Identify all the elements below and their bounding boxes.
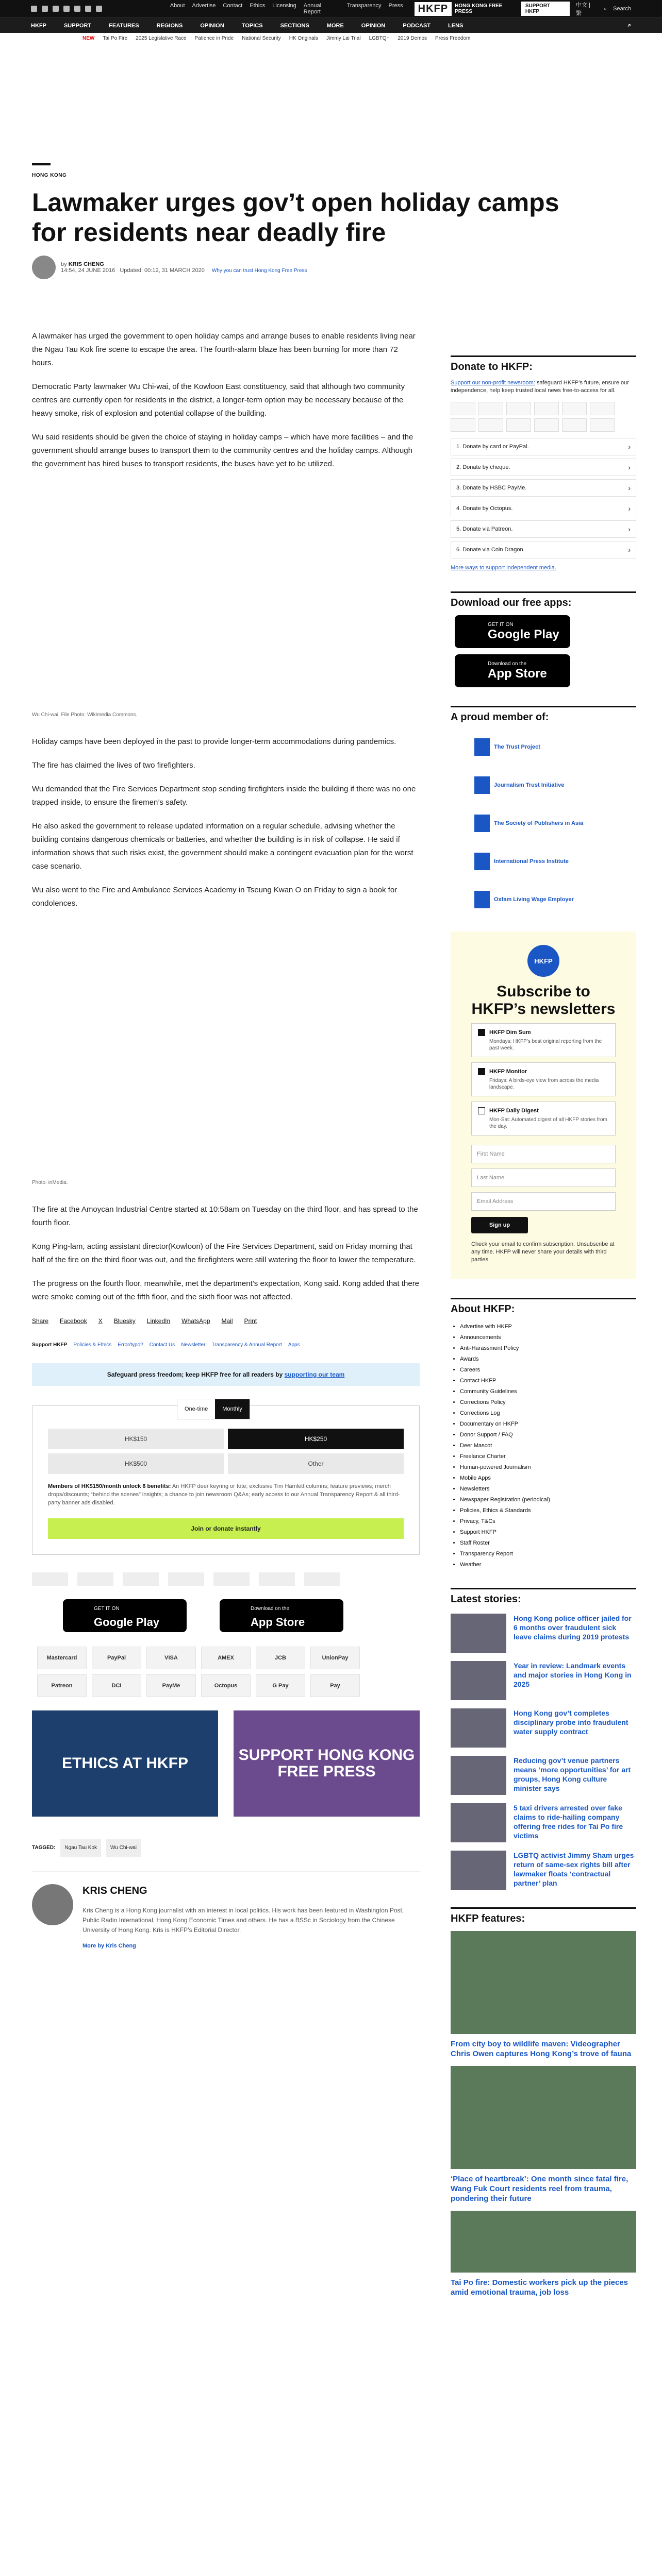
payment-logo[interactable]: AMEX: [201, 1647, 251, 1669]
payment-logo[interactable]: VISA: [146, 1647, 196, 1669]
card-logo: [562, 418, 587, 432]
google-play-label: Google Play: [94, 1616, 160, 1629]
x-icon[interactable]: [42, 6, 48, 12]
payment-logo[interactable]: PayMe: [146, 1674, 196, 1697]
article-image: [32, 481, 420, 705]
nav-item[interactable]: OPINION: [361, 22, 386, 29]
author-avatar[interactable]: [32, 256, 56, 279]
nav-item[interactable]: SECTIONS: [280, 22, 309, 29]
site-logo[interactable]: [415, 2, 521, 16]
top-link[interactable]: Transparency: [346, 3, 382, 9]
join-button[interactable]: Join or donate instantly: [48, 1518, 404, 1539]
card-logo: [590, 418, 615, 432]
member-org-name: The Trust Project: [494, 744, 540, 750]
safeguard-banner: [32, 1363, 420, 1386]
share-mail[interactable]: Mail: [221, 1317, 233, 1325]
member-heading: A proud member of:: [451, 706, 636, 723]
donate-intro-link[interactable]: Support our non-profit newsroom:: [451, 380, 535, 386]
latest-headline: 5 taxi drivers arrested over fake claims to ride-hailing company offering free rides for Tai Po fire victims: [514, 1804, 623, 1840]
about-link[interactable]: • Privacy, T&Cs: [460, 1516, 636, 1527]
member-org-list: [451, 733, 636, 914]
about-link[interactable]: • Community Guidelines: [460, 1386, 636, 1397]
about-link[interactable]: • Awards: [460, 1354, 636, 1365]
latest-thumb: [451, 1614, 506, 1653]
payment-logo[interactable]: JCB: [256, 1647, 305, 1669]
nav-item[interactable]: TOPICS: [241, 22, 263, 29]
byline-prefix: by: [61, 261, 67, 267]
membership-note-text: An HKFP deer keyring or tote; exclusive Tim Hamlett columns; feature previews; merch drops/discounts; “behind the scenes” insights; a chance to join newsroom Q&As; early access to our Annual Transparency Report & all third-party banner ads disabled.: [48, 1483, 400, 1506]
membership-note: [48, 1482, 404, 1507]
sidebar-app-store[interactable]: [455, 654, 570, 687]
image-caption: Photo: inMedia.: [32, 1180, 68, 1185]
latest-story[interactable]: [451, 1756, 636, 1795]
amount-grid: [48, 1429, 404, 1474]
article-image: [32, 921, 420, 1173]
youtube-icon[interactable]: [63, 6, 70, 12]
paragraph: Wu demanded that the Fire Services Department stop sending firefighters inside the building if there was no one trapped inside, to ensure the firemen’s safety.: [32, 785, 416, 807]
paragraph: Kong Ping-lam, acting assistant director(Kowloon) of the Fire Services Department, said on Friday morning that half of the fire on the third floor was out, and the firefighters were still watering the floor to lower the temperature.: [32, 1242, 416, 1264]
share-whatsapp[interactable]: WhatsApp: [181, 1317, 210, 1325]
card-logos: [451, 402, 636, 432]
support-link[interactable]: Contact Us: [149, 1342, 175, 1348]
about-link[interactable]: • Announcements: [460, 1332, 636, 1343]
trending-item[interactable]: Patience in Pride: [194, 36, 234, 41]
top-link[interactable]: Licensing: [272, 3, 296, 9]
donate-option[interactable]: 3. Donate by HSBC PayMe. ›: [451, 479, 636, 497]
about-link[interactable]: • Human-powered Journalism: [460, 1462, 636, 1473]
card-logo: [534, 418, 559, 432]
payment-logo[interactable]: Pay: [310, 1674, 360, 1697]
member-org-name: The Society of Publishers in Asia: [494, 820, 584, 826]
newsletter-option[interactable]: [471, 1062, 616, 1096]
store-badges: [32, 1599, 420, 1632]
feature-image: [451, 2066, 636, 2169]
main-nav: [0, 18, 662, 33]
card-logo: [478, 418, 503, 432]
article-category[interactable]: HONG KONG: [32, 173, 67, 178]
updated-date: Updated: 00:12, 31 MARCH 2020: [120, 267, 205, 274]
member-org-name: International Press Institute: [494, 858, 569, 865]
share-bluesky[interactable]: Bluesky: [113, 1317, 136, 1325]
sidebar-google-label: Google Play: [488, 627, 559, 641]
features-heading: HKFP features:: [451, 1907, 636, 1925]
share-bar: [32, 1314, 420, 1331]
latest-headline: Hong Kong police officer jailed for 6 months over fraudulent sick leave claims during 2019 protests: [514, 1614, 632, 1641]
sidebar-apple-label: App Store: [488, 666, 547, 681]
support-link[interactable]: Error/typo?: [118, 1342, 143, 1348]
payment-logo[interactable]: G Pay: [256, 1674, 305, 1697]
nav-item[interactable]: SUPPORT: [63, 22, 92, 29]
promo-banners: [32, 1710, 420, 1817]
logo-mark: HKFP: [415, 2, 452, 16]
latest-headline: LGBTQ activist Jimmy Sham urges return of same-sex rights bill after lawmaker floats ‘contractual partner’ plan: [514, 1851, 634, 1887]
member-logo[interactable]: [168, 1572, 204, 1586]
member-org-name: Oxfam Living Wage Employer: [494, 896, 574, 903]
share-x[interactable]: X: [98, 1317, 103, 1325]
frequency-toggle: [177, 1399, 250, 1419]
feature-story[interactable]: [451, 2211, 636, 2297]
member-org[interactable]: [451, 847, 636, 876]
linkedin-icon[interactable]: [74, 6, 80, 12]
latest-story[interactable]: [451, 1851, 636, 1890]
donate-option[interactable]: 2. Donate by cheque. ›: [451, 459, 636, 476]
nav-item[interactable]: REGIONS: [156, 22, 183, 29]
payment-logo[interactable]: Patreon: [37, 1674, 87, 1697]
about-link[interactable]: • Contact HKFP: [460, 1376, 636, 1386]
member-org[interactable]: [451, 809, 636, 838]
feature-story[interactable]: [451, 1931, 636, 2059]
payment-logo[interactable]: PayPal: [92, 1647, 141, 1669]
feature-image: [451, 1931, 636, 2034]
latest-headline: Reducing gov’t venue partners means ‘more opportunities’ for art groups, Hong Kong culture minister says: [514, 1756, 631, 1792]
app-store-button[interactable]: [220, 1599, 343, 1632]
newsletter-logo: HKFP: [527, 945, 559, 977]
member-org-logo: [474, 738, 490, 756]
article-body: [32, 330, 420, 1953]
article-title: Lawmaker urges gov’t open holiday camps for residents near deadly fire: [32, 188, 559, 247]
donate-option[interactable]: 5. Donate via Patreon. ›: [451, 520, 636, 538]
about-link[interactable]: • Advertise with HKFP: [460, 1321, 636, 1332]
top-link[interactable]: Press: [388, 3, 403, 9]
about-link[interactable]: • Documentary on HKFP: [460, 1419, 636, 1430]
publish-date: 14:54, 24 JUNE 2016: [61, 267, 115, 274]
donate-option[interactable]: 6. Donate via Coin Dragon. ›: [451, 541, 636, 558]
member-logo[interactable]: [304, 1572, 340, 1586]
donate-intro: [451, 379, 636, 395]
about-link[interactable]: • Policies, Ethics & Standards: [460, 1505, 636, 1516]
tag[interactable]: Wu Chi-wai: [106, 1839, 141, 1857]
trust-link[interactable]: Why you can trust Hong Kong Free Press: [211, 268, 307, 274]
newsletter-option[interactable]: [471, 1101, 616, 1136]
paragraph: Democratic Party lawmaker Wu Chi-wai, of the Kowloon East constituency, said that although two community centres are currently open for residents in the district, a longer-term option may be necessary because of the heavy smoke, risk of explosion and potential collapse of the building.: [32, 382, 405, 418]
header-rule: [32, 163, 51, 165]
paragraph: Wu also went to the Fire and Ambulance Services Academy in Tseung Kwan O on Friday to sign a book for condolences.: [32, 886, 398, 908]
about-link[interactable]: • Donor Support / FAQ: [460, 1430, 636, 1440]
member-org[interactable]: [451, 771, 636, 800]
threads-icon[interactable]: [85, 6, 91, 12]
apps-heading: Download our free apps:: [451, 591, 636, 609]
donate-heading: Donate to HKFP:: [451, 355, 636, 373]
member-org-logo: [474, 815, 490, 832]
first-name-input[interactable]: First Name: [471, 1145, 616, 1163]
trending-item[interactable]: 2025 Legislative Race: [136, 36, 187, 41]
newsletter-option-name: HKFP Daily Digest: [478, 1107, 609, 1114]
support-links: [32, 1338, 420, 1352]
social-icons: [31, 6, 160, 12]
about-link[interactable]: • Deer Mascot: [460, 1440, 636, 1451]
nav-item[interactable]: HKFP: [31, 22, 46, 29]
about-link[interactable]: • Staff Roster: [460, 1538, 636, 1549]
bluesky-icon[interactable]: [96, 6, 102, 12]
support-button[interactable]: SUPPORT HKFP: [521, 2, 570, 16]
safeguard-link[interactable]: supporting our team: [284, 1371, 345, 1378]
tag-list: [32, 1839, 420, 1857]
newsletter-option-name: HKFP Dim Sum: [478, 1029, 609, 1036]
nav-item[interactable]: OPINION: [200, 22, 224, 29]
newsletter-option-desc: Mon-Sat: Automated digest of all HKFP stories from the day.: [489, 1117, 607, 1129]
newsletter-option[interactable]: [471, 1023, 616, 1057]
latest-heading: Latest stories:: [451, 1588, 636, 1605]
trending-item[interactable]: Jimmy Lai Trial: [326, 36, 361, 41]
payment-logo[interactable]: Octopus: [201, 1674, 251, 1697]
app-store-small: Download on the: [251, 1606, 290, 1612]
latest-story[interactable]: [451, 1661, 636, 1700]
share-print[interactable]: Print: [244, 1317, 257, 1325]
support-link[interactable]: Policies & Ethics: [73, 1342, 112, 1348]
facebook-icon[interactable]: [31, 6, 37, 12]
member-org[interactable]: [451, 733, 636, 761]
trending-item[interactable]: 2019 Demos: [398, 36, 427, 41]
new-badge: NEW: [82, 36, 95, 41]
search-link[interactable]: Search: [613, 6, 631, 12]
latest-thumb: [451, 1661, 506, 1700]
amount-option[interactable]: HK$500: [48, 1453, 224, 1474]
paragraph: The fire at the Amoycan Industrial Centre started at 10:58am on Tuesday on the third floor, and has spread to the fourth floor.: [32, 1205, 418, 1227]
about-list: [451, 1321, 636, 1570]
member-org-logo: [474, 853, 490, 870]
nav-item[interactable]: FEATURES: [109, 22, 139, 29]
about-link[interactable]: • Anti-Harassment Policy: [460, 1343, 636, 1354]
about-link[interactable]: • Weather: [460, 1560, 636, 1570]
newsletter-title: Subscribe to HKFP’s newsletters: [471, 983, 616, 1018]
newsletter-note: Check your email to confirm subscription. Unsubscribe at any time. HKFP will never share your details with third parties.: [471, 1241, 615, 1263]
about-heading: About HKFP:: [451, 1298, 636, 1315]
latest-thumb: [451, 1803, 506, 1842]
last-name-input[interactable]: Last Name: [471, 1168, 616, 1187]
member-logo[interactable]: [213, 1572, 250, 1586]
trending-bar: [0, 33, 662, 44]
top-link[interactable]: Ethics: [250, 3, 266, 9]
card-logo: [562, 402, 587, 415]
nav-item[interactable]: MORE: [326, 22, 344, 29]
instagram-icon[interactable]: [53, 6, 59, 12]
paragraph: A lawmaker has urged the government to open holiday camps and arrange buses to enable residents living near the Ngau Tau Kok fire scene to escape the area. The fourth-alarm blaze has been burning for more than 72 hours.: [32, 332, 416, 367]
feature-headline: From city boy to wildlife maven: Videographer Chris Owen captures Hong Kong’s trove of fauna: [451, 2040, 632, 2058]
card-logo: [590, 402, 615, 415]
support-banner[interactable]: SUPPORT HONG KONG FREE PRESS: [234, 1710, 420, 1817]
top-bar: [0, 0, 662, 18]
latest-thumb: [451, 1756, 506, 1795]
amount-option[interactable]: Other: [228, 1453, 404, 1474]
nav-item[interactable]: PODCAST: [403, 22, 431, 29]
about-link[interactable]: • Newsletters: [460, 1484, 636, 1495]
tag[interactable]: Ngau Tau Kok: [60, 1839, 101, 1857]
support-link[interactable]: Transparency & Annual Report: [211, 1342, 282, 1348]
share-linkedin[interactable]: LinkedIn: [146, 1317, 171, 1325]
payment-logo[interactable]: Mastercard: [37, 1647, 87, 1669]
newsletter-option-desc: Fridays: A birds-eye view from across the media landscape.: [489, 1078, 599, 1090]
author-box-name[interactable]: KRIS CHENG: [82, 1885, 147, 1896]
logo-text: HONG KONG FREE PRESS: [455, 3, 503, 14]
paragraph: Wu said residents should be given the choice of staying in holiday camps – which have more facilities – and the government should arrange buses to transport them to the community centres and the holiday camps. Although the government has hired buses to transport residents, the buses have yet to be utilized.: [32, 433, 413, 468]
about-link[interactable]: • Careers: [460, 1365, 636, 1376]
latest-story[interactable]: [451, 1614, 636, 1653]
sidebar-apple-small: Download on the: [488, 660, 527, 667]
donate-widget: [32, 1405, 420, 1555]
trending-item[interactable]: National Security: [242, 36, 281, 41]
top-link[interactable]: Annual Report: [303, 3, 322, 15]
latest-headline: Year in review: Landmark events and major stories in Hong Kong in 2025: [514, 1662, 632, 1688]
latest-thumb: [451, 1708, 506, 1748]
member-org[interactable]: [451, 885, 636, 914]
sidebar-google-play[interactable]: [455, 615, 570, 648]
author-box: [32, 1871, 420, 1953]
donate-options: [451, 438, 636, 558]
freq-one-time[interactable]: One-time: [185, 1406, 208, 1412]
membership-note-title: Members of HK$150/month unlock 6 benefits:: [48, 1483, 171, 1489]
app-store-label: App Store: [251, 1616, 305, 1629]
about-link[interactable]: • Corrections Policy: [460, 1397, 636, 1408]
amount-option[interactable]: HK$150: [48, 1429, 224, 1449]
card-logo: [451, 418, 475, 432]
member-logo[interactable]: [259, 1572, 295, 1586]
feature-story[interactable]: [451, 2066, 636, 2204]
about-link[interactable]: • Support HKFP: [460, 1527, 636, 1538]
about-link[interactable]: • Newspaper Registration (periodical): [460, 1495, 636, 1505]
trending-item[interactable]: Tai Po Fire: [103, 36, 128, 41]
google-play-small: GET IT ON: [94, 1606, 120, 1612]
sidebar: [451, 355, 636, 2304]
trending-item[interactable]: HK Originals: [289, 36, 318, 41]
sidebar-google-small: GET IT ON: [488, 621, 514, 628]
article-header: [0, 163, 662, 279]
trending-item[interactable]: Press Freedom: [435, 36, 471, 41]
donate-option[interactable]: 1. Donate by card or PayPal. ›: [451, 438, 636, 455]
card-logo: [506, 418, 531, 432]
support-link[interactable]: Apps: [288, 1342, 300, 1348]
top-link[interactable]: Advertise: [192, 3, 216, 9]
latest-story[interactable]: [451, 1708, 636, 1748]
payment-methods: [32, 1647, 420, 1697]
paragraph: The fire has claimed the lives of two firefighters.: [32, 761, 195, 770]
member-org-logo: [474, 891, 490, 908]
nav-search-icon[interactable]: ⌕: [627, 22, 631, 28]
donate-intro-text: safeguard HKFP’s future, ensure our independence, help keep trusted local news free-to-access for all.: [451, 380, 629, 394]
tags-label: TAGGED:: [32, 1845, 56, 1851]
paragraph: He also asked the government to release updated information on a regular schedule, advising whether the building contains dangerous chemicals or batteries, and whether the building is in risk of collapse. He said if information shows that such risks exist, the government should make a contingent evacuation plan for the worst case scenario.: [32, 822, 413, 871]
member-logo[interactable]: [123, 1572, 159, 1586]
ethics-banner[interactable]: ETHICS AT HKFP: [32, 1710, 218, 1817]
member-org-name: Journalism Trust Initiative: [494, 782, 565, 788]
trending-item[interactable]: LGBTQ+: [369, 36, 390, 41]
nav-item[interactable]: LENS: [448, 22, 464, 29]
google-play-button[interactable]: [63, 1599, 187, 1632]
member-logos: [32, 1572, 420, 1586]
newsletter-option-name: HKFP Monitor: [478, 1068, 609, 1075]
author-name[interactable]: KRIS CHENG: [68, 261, 104, 267]
share-facebook[interactable]: Facebook: [60, 1317, 87, 1325]
support-link[interactable]: Newsletter: [181, 1342, 206, 1348]
feature-headline: Tai Po fire: Domestic workers pick up the pieces amid emotional trauma, job loss: [451, 2278, 628, 2297]
payment-logo[interactable]: DCI: [92, 1674, 141, 1697]
payment-logo[interactable]: UnionPay: [310, 1647, 360, 1669]
safeguard-text: Safeguard press freedom; keep HKFP free for all readers by: [107, 1371, 283, 1378]
signup-button[interactable]: Sign up: [471, 1217, 528, 1233]
newsletter-option-desc: Mondays: HKFP’s best original reporting from the past week.: [489, 1039, 602, 1051]
feature-headline: ‘Place of heartbreak’: One month since fatal fire, Wang Fuk Court residents reel from trauma, pondering their future: [451, 2175, 628, 2203]
freq-monthly[interactable]: Monthly: [215, 1399, 250, 1419]
top-link[interactable]: Contact: [223, 3, 243, 9]
about-link[interactable]: • Freelance Charter: [460, 1451, 636, 1462]
member-logo[interactable]: [32, 1572, 68, 1586]
paragraph: The progress on the fourth floor, meanwhile, met the department’s expectation, Kong said. Kong added that there were smoke coming out of the fifth floor, and the sixth floor was not affected.: [32, 1279, 420, 1301]
member-logo[interactable]: [77, 1572, 113, 1586]
latest-headline: Hong Kong gov’t completes disciplinary probe into fraudulent water supply contract: [514, 1709, 628, 1736]
card-logo: [506, 402, 531, 415]
email-input[interactable]: Email Address: [471, 1192, 616, 1211]
donate-option[interactable]: 4. Donate by Octopus. ›: [451, 500, 636, 517]
author-bio: Kris Cheng is a Hong Kong journalist with an interest in local politics. His work has been featured in Washington Post, Public Radio International, Hong Kong Economic Times and others. He has a BSSc in Sociology from the Chinese University of Hong Kong. Kris is HKFP’s Editorial Director.: [82, 1907, 404, 1934]
newsletter-signup: [451, 931, 636, 1279]
share-link[interactable]: Share: [32, 1317, 49, 1325]
amount-option[interactable]: HK$250: [228, 1429, 404, 1449]
search-icon[interactable]: ⌕: [603, 5, 607, 12]
card-logo: [451, 402, 475, 415]
latest-story[interactable]: [451, 1803, 636, 1842]
card-logo: [478, 402, 503, 415]
image-caption: Wu Chi-wai. File Photo: Wikimedia Commons.: [32, 712, 138, 718]
author-box-avatar[interactable]: [32, 1884, 73, 1925]
top-link[interactable]: About: [170, 3, 185, 9]
more-by-author-link[interactable]: More by Kris Cheng: [82, 1943, 136, 1949]
top-links: [170, 3, 403, 15]
about-link[interactable]: • Mobile Apps: [460, 1473, 636, 1484]
card-logo: [534, 402, 559, 415]
latest-thumb: [451, 1851, 506, 1890]
support-label[interactable]: Support HKFP: [32, 1342, 68, 1348]
language-switch[interactable]: 中文 | 繁: [576, 2, 590, 16]
about-link[interactable]: • Transparency Report: [460, 1549, 636, 1560]
feature-image: [451, 2211, 636, 2273]
paragraph: Holiday camps have been deployed in the past to provide longer-term accommodations during pandemics.: [32, 737, 396, 746]
more-ways-link[interactable]: More ways to support independent media.: [451, 565, 556, 571]
about-link[interactable]: • Corrections Log: [460, 1408, 636, 1419]
byline: [32, 256, 630, 279]
member-org-logo: [474, 776, 490, 794]
